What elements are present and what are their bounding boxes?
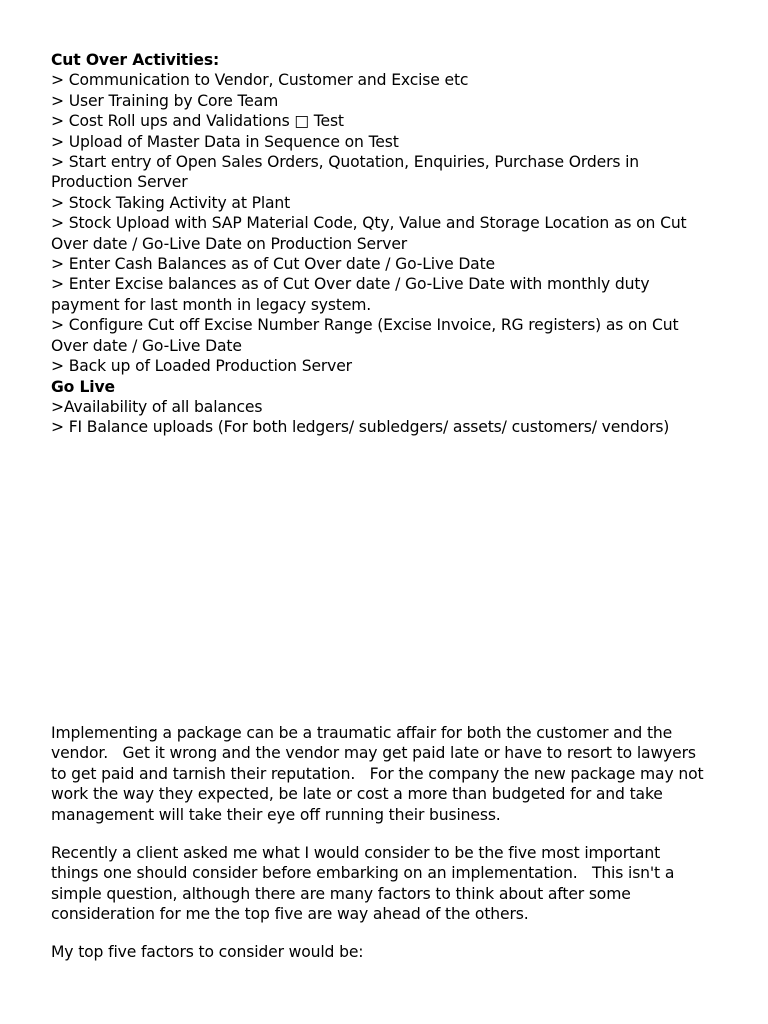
golive-line: >Availability of all balances <box>51 397 263 416</box>
golive-line: > FI Balance uploads (For both ledgers/ subledgers/ assets/ customers/ vendors) <box>51 418 670 437</box>
paragraph-line: Implementing a package can be a traumatic affair for both the customer and the <box>51 724 673 742</box>
cutover-section <box>51 50 741 438</box>
paragraph-line: Recently a client asked me what I would consider to be the five most important <box>51 844 661 862</box>
paragraph-top-five <box>51 942 751 962</box>
golive-heading: Go Live <box>51 377 115 396</box>
cutover-line: Over date / Go-Live Date <box>51 336 242 355</box>
paragraph-line: management will take their eye off running their business. <box>51 805 501 824</box>
cutover-line: > Back up of Loaded Production Server <box>51 357 352 376</box>
cutover-line: > Start entry of Open Sales Orders, Quotation, Enquiries, Purchase Orders in <box>51 153 640 172</box>
cutover-line: Over date / Go-Live Date on Production Server <box>51 234 408 253</box>
paragraph-line: things one should consider before embarking on an implementation. This isn't a <box>51 864 675 883</box>
cutover-line: > Configure Cut off Excise Number Range (Excise Invoice, RG registers) as on Cut <box>51 316 679 335</box>
paragraph-line: simple question, although there are many factors to think about after some <box>51 884 631 903</box>
cutover-line: > Enter Excise balances as of Cut Over date / Go-Live Date with monthly duty <box>51 275 650 294</box>
cutover-line: > Stock Upload with SAP Material Code, Qty, Value and Storage Location as on Cut <box>51 214 687 233</box>
cutover-line: > Communication to Vendor, Customer and Excise etc <box>51 71 469 90</box>
cutover-line: > Stock Taking Activity at Plant <box>51 193 291 212</box>
paragraph-line: consideration for me the top five are way ahead of the others. <box>51 905 529 924</box>
cutover-line: > Cost Roll ups and Validations □ Test <box>51 112 344 131</box>
cutover-line: > Enter Cash Balances as of Cut Over date / Go-Live Date <box>51 255 495 274</box>
paragraph-line: vendor. Get it wrong and the vendor may get paid late or have to resort to lawyers <box>51 744 696 763</box>
paragraph-line: to get paid and tarnish their reputation. For the company the new package may not <box>51 764 704 783</box>
cutover-line: payment for last month in legacy system. <box>51 295 372 314</box>
cutover-line: > User Training by Core Team <box>51 91 279 110</box>
paragraph-implementation <box>51 723 751 825</box>
paragraph-line: work the way they expected, be late or cost a more than budgeted for and take <box>51 785 663 804</box>
cutover-line: > Upload of Master Data in Sequence on Test <box>51 132 399 151</box>
cutover-line: Production Server <box>51 173 188 192</box>
paragraph-client-question <box>51 843 751 925</box>
paragraph-line: My top five factors to consider would be: <box>51 943 364 961</box>
cutover-heading: Cut Over Activities: <box>51 51 220 69</box>
